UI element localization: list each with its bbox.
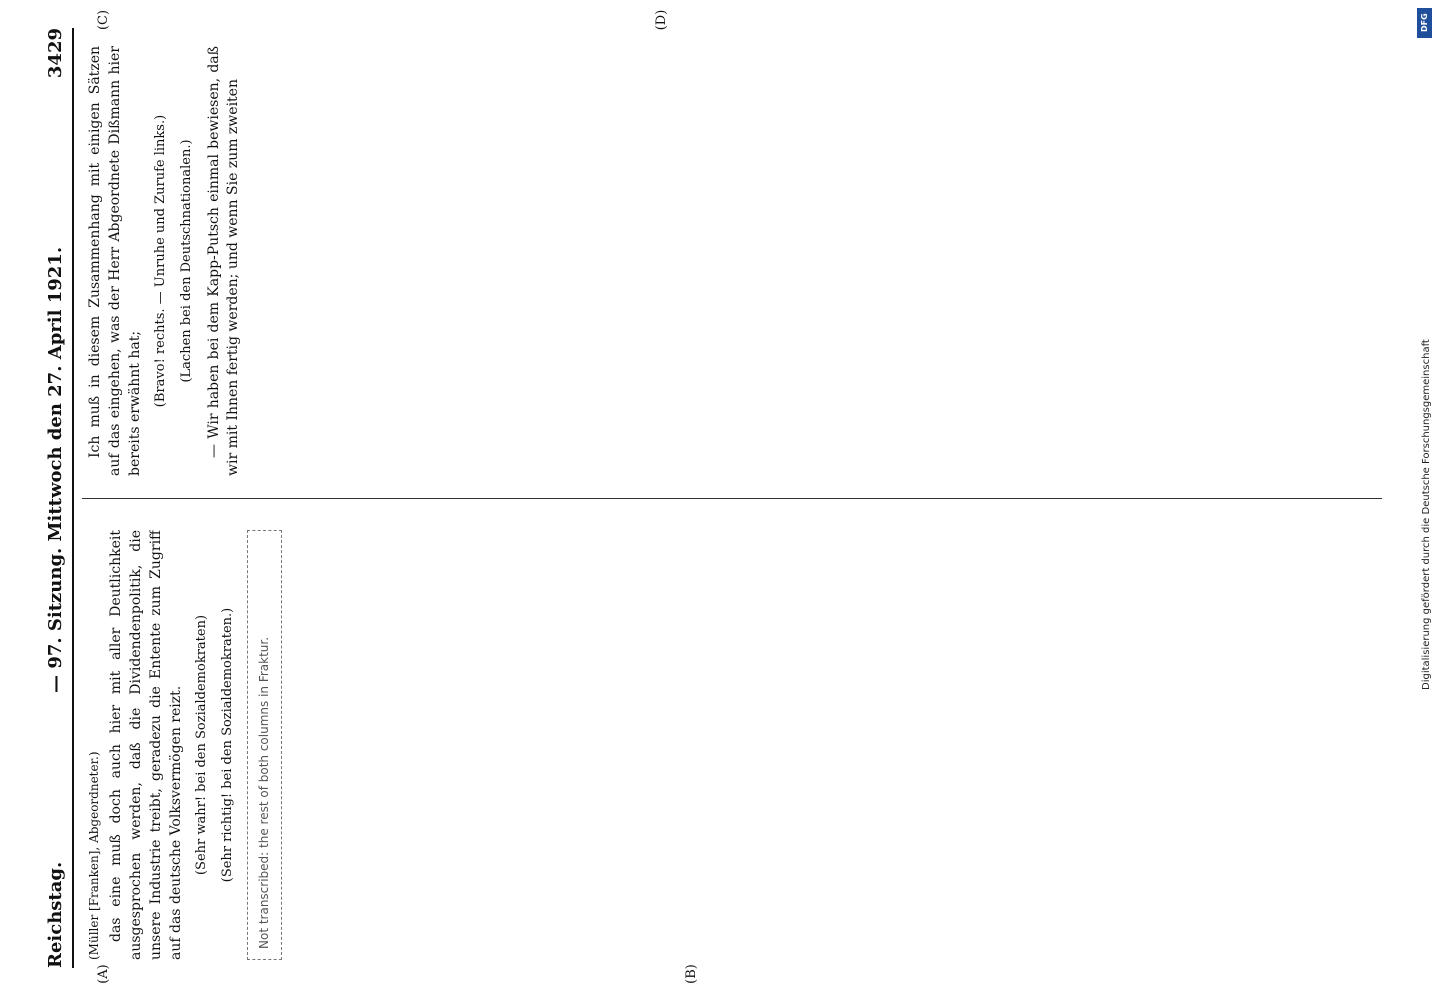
right-closing-line: — Wir haben bei dem Kapp-Putsch einmal bewiesen, daß wir mit Ihnen fertig werden; und wenn Sie zum zweiten [205, 46, 242, 476]
left-interjection-1: (Sehr wahr! bei den Sozialdemokraten) [193, 614, 209, 876]
dfg-logo-icon: DFG [1417, 8, 1432, 38]
left-interjection-final: (Sehr richtig! bei den Sozialdemokraten.) [219, 607, 235, 883]
margin-letter-b: (B) [684, 964, 699, 984]
right-column [86, 46, 1376, 476]
header-left: Reichstag. [44, 861, 66, 968]
digitization-credit [1416, 0, 1434, 1000]
right-interjection-2: (Lachen bei den Deutschnationalen.) [179, 139, 195, 383]
header-middle: — 97. Sitzung. Mittwoch den 27. April 1921. [44, 246, 66, 693]
margin-letter-d: (D) [654, 9, 669, 31]
margin-letter-a: (A) [96, 964, 111, 984]
page-number: 3429 [44, 28, 66, 79]
speaker-attribution: (Müller [Franken], Abgeordneter.) [87, 751, 101, 960]
running-header [38, 28, 74, 968]
right-paragraph-1: Ich muß in diesem Zusammenhang mit einigen Sätzen auf das eingehen, was der Herr Abgeordnete Dißmann hier bereits erwähnt hat; [87, 46, 143, 476]
rotated-print-area [24, 8, 1400, 988]
left-paragraph-1: das eine muß doch auch hier mit aller Deutlichkeit ausgesprochen werden, daß die Dividendenpolitik, die unsere Industrie treibt, geradezu die Entente zum Zugriff auf das deutsche Volksvermögen reizt. [108, 530, 184, 960]
right-interjection-1: (Bravo! rechts. — Unruhe und Zurufe links.) [152, 114, 168, 408]
column-divider [82, 498, 1382, 499]
margin-letter-c: (C) [96, 9, 111, 31]
credit-text: Digitalisierung gefördert durch die Deutsche Forschungsgemeinschaft [1421, 339, 1432, 690]
left-column [86, 530, 1376, 960]
transcription-note: Not transcribed: the rest of both columns in Fraktur. [247, 530, 281, 960]
